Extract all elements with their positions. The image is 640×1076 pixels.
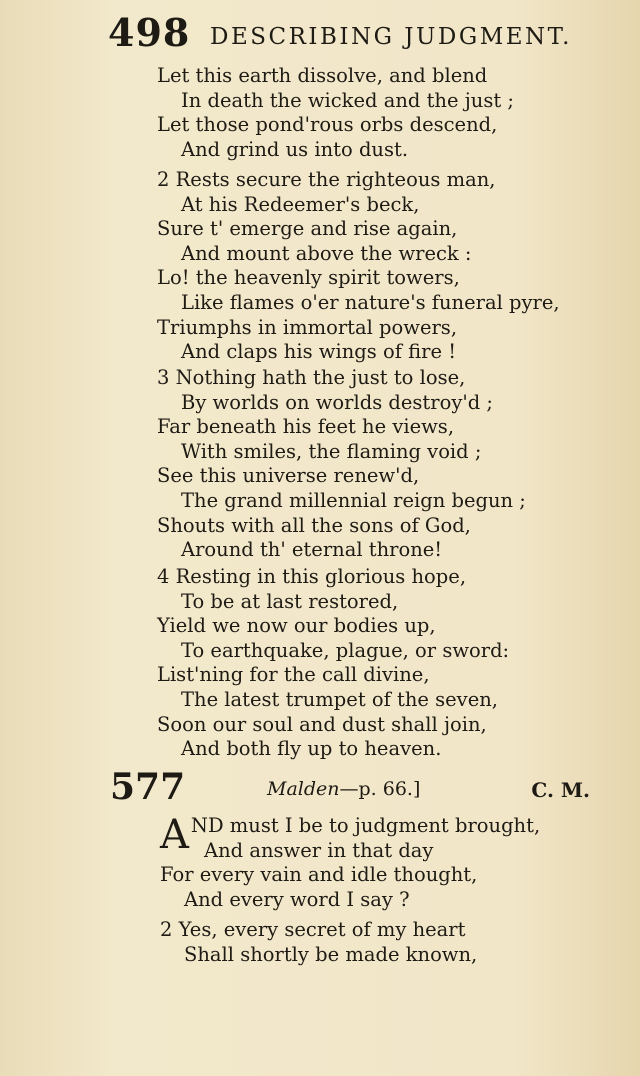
verse-line: Shall shortly be made known, [184,942,478,966]
page-number: 498 [108,10,191,55]
stanza-4 [157,565,627,762]
verse-line: By worlds on worlds destroy'd ; [181,390,493,414]
verse-line: At his Redeemer's beck, [181,192,420,216]
verse-line: To be at last restored, [181,589,399,613]
verse-line: Let those pond'rous orbs descend, [157,113,498,137]
tune-page: —p. 66.] [339,778,421,800]
verse-line: For every vain and idle thought, [160,863,478,887]
verse-line: Let this earth dissolve, and blend [157,64,488,87]
verse-line: In death the wicked and the just ; [181,88,514,112]
verse-line: Soon our soul and dust shall join, [157,712,487,736]
verse-line: And both fly up to heaven. [181,737,442,761]
verse-line: List'ning for the call divine, [157,663,430,687]
verse-line: Around th' eternal throne! [181,538,443,562]
stanza-2 [157,168,627,365]
verse-line: To earthquake, plague, or sword: [181,638,510,662]
verse-line: Yield we now our bodies up, [157,614,436,638]
verse-line: The grand millennial reign begun ; [181,488,526,512]
verse-line: Like flames o'er nature's funeral pyre, [181,290,560,314]
verse-line: And answer in that day [204,838,434,862]
meter: C. M. [531,778,590,802]
verse-line: And mount above the wreck : [181,241,472,265]
verse-line: Sure t' emerge and rise again, [157,217,458,241]
verse-line: 4 Resting in this glorious hope, [157,565,467,588]
hymn-heading [110,766,590,810]
verse-line: Far beneath his feet he views, [157,415,455,439]
stanza-3 [157,366,627,563]
verse-line: 2 Rests secure the righteous man, [157,168,496,191]
hymn-number: 577 [110,766,186,808]
verse-line: With smiles, the flaming void ; [181,439,482,463]
verse-line: See this universe renew'd, [157,464,420,488]
verse-line: The latest trumpet of the seven, [181,687,498,711]
tune-reference [267,778,420,800]
drop-cap: A [160,812,189,858]
verse-line: 2 Yes, every secret of my heart [160,918,466,941]
stanza-1 [157,64,627,162]
verse-line: And every word I say ? [184,887,410,911]
first-line-text: ND must I be to judgment brought, [190,814,541,837]
verse-line: And grind us into dust. [181,137,409,161]
verse-line: And claps his wings of fire ! [181,340,457,364]
verse-line: Lo! the heavenly spirit towers, [157,266,460,290]
running-title: DESCRIBING JUDGMENT. [210,24,572,50]
verse-line: Triumphs in immortal powers, [157,315,458,339]
hymn-577-stanza-1 [160,814,630,912]
verse-line: 3 Nothing hath the just to lose, [157,366,466,389]
verse-line: Shouts with all the sons of God, [157,513,471,537]
hymn-577-stanza-2 [160,918,630,967]
tune-name: Malden [267,778,340,800]
page-header [108,10,588,56]
